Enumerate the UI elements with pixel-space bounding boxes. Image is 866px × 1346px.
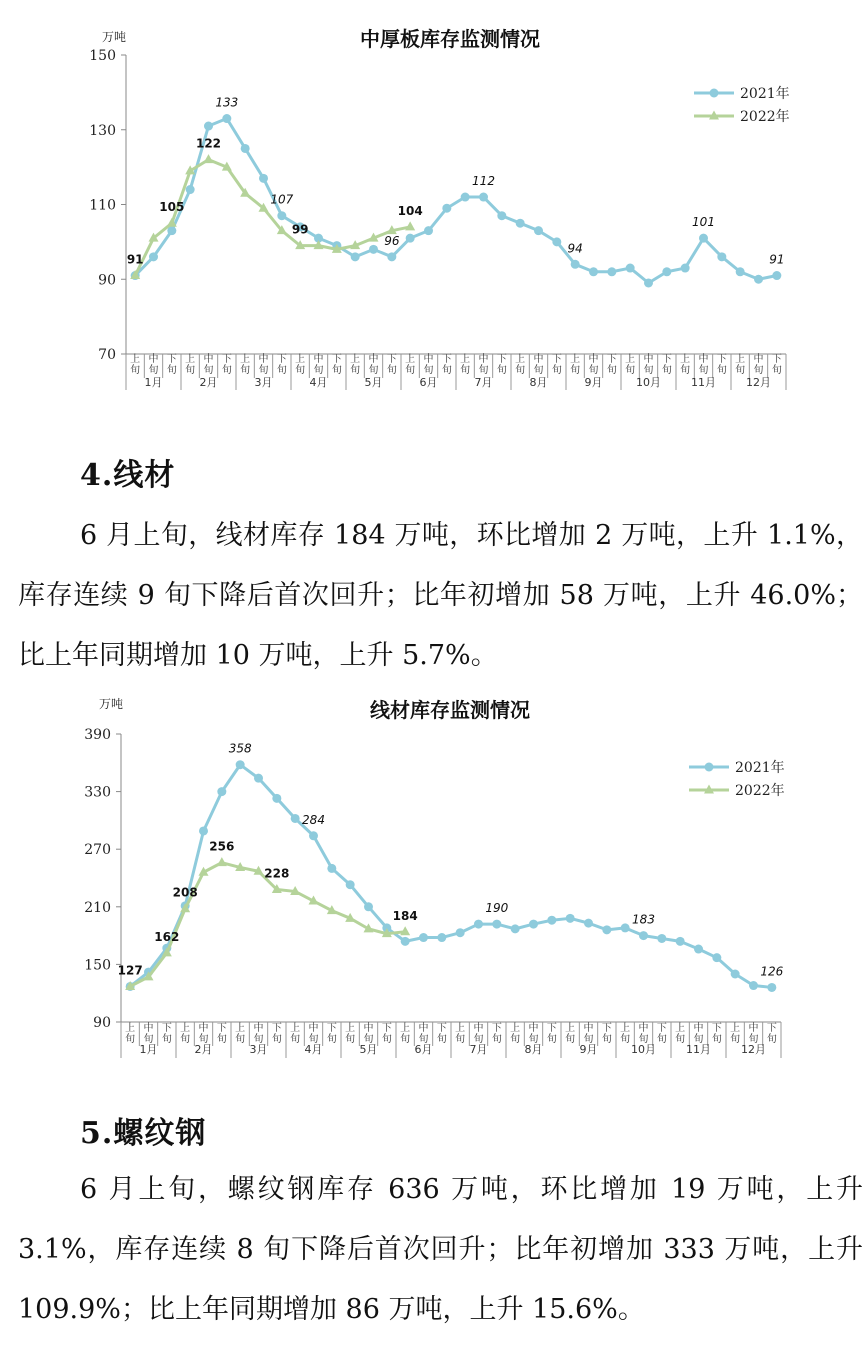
x-tick-label-top: 中 [363, 1023, 374, 1034]
series-point-2021 [277, 211, 286, 220]
x-tick-label-top: 上 [735, 354, 746, 365]
chart-title: 中厚板库存监测情况 [360, 27, 540, 51]
x-tick-label-top: 上 [240, 354, 251, 365]
series-point-2021 [406, 234, 415, 243]
x-tick-label-bottom: 旬 [166, 365, 177, 376]
month-label: 4月 [304, 1043, 323, 1056]
x-tick-label-top: 下 [551, 354, 562, 365]
x-tick-label-bottom: 旬 [331, 365, 342, 376]
series-point-2021 [442, 204, 451, 213]
x-tick-label-bottom: 旬 [386, 365, 397, 376]
x-tick-label-bottom: 旬 [735, 365, 746, 376]
x-tick-label-top: 中 [638, 1023, 649, 1034]
series-point-2021 [327, 864, 336, 873]
x-tick-label-top: 上 [455, 1023, 466, 1034]
x-tick-label-top: 下 [656, 1023, 667, 1034]
data-label: 96 [384, 233, 400, 248]
x-tick-label-bottom: 旬 [405, 365, 416, 376]
x-tick-label-bottom: 旬 [130, 365, 141, 376]
y-tick-label: 390 [84, 727, 111, 743]
x-tick-label-top: 下 [271, 1023, 282, 1034]
series-point-2021 [204, 122, 213, 131]
series-point-2021 [712, 953, 721, 962]
x-tick-label-top: 下 [496, 354, 507, 365]
data-label: 112 [472, 174, 495, 189]
x-tick-label-bottom: 旬 [148, 365, 159, 376]
x-tick-label-top: 上 [130, 354, 141, 365]
series-point-2021 [731, 970, 740, 979]
series-point-2021 [346, 880, 355, 889]
month-label: 7月 [469, 1043, 488, 1056]
month-label: 7月 [474, 376, 493, 389]
x-tick-label-bottom: 旬 [253, 1034, 264, 1045]
x-tick-label-bottom: 旬 [143, 1034, 154, 1045]
x-tick-label-top: 上 [185, 354, 196, 365]
series-point-2021 [387, 252, 396, 261]
plate-inventory-chart-svg [0, 0, 866, 400]
x-tick-label-bottom: 旬 [753, 365, 764, 376]
series-point-2021 [676, 937, 685, 946]
x-tick-label-top: 下 [601, 1023, 612, 1034]
month-label: 8月 [524, 1043, 543, 1056]
series-point-2021 [241, 144, 250, 153]
rebar-section-paragraph: 6 月上旬，螺纹钢库存 636 万吨，环比增加 19 万吨，上升 3.1%，库存连续 8 旬下降后首次回升；比年初增加 333 万吨，上升 109.9%；比上年同期增加 86 万吨，上升 15.6%。 [18, 1174, 863, 1325]
x-tick-label-bottom: 旬 [693, 1034, 704, 1045]
x-tick-label-top: 下 [386, 354, 397, 365]
data-label: 284 [302, 812, 325, 827]
x-tick-label-top: 中 [418, 1023, 429, 1034]
x-tick-label-bottom: 旬 [656, 1034, 667, 1045]
series-point-2021 [272, 794, 281, 803]
x-tick-label-top: 中 [308, 1023, 319, 1034]
series-point-2021 [419, 933, 428, 942]
data-label: 107 [270, 192, 294, 207]
chart-title: 线材库存监测情况 [370, 698, 530, 722]
x-tick-label-top: 下 [381, 1023, 392, 1034]
x-tick-label-bottom: 旬 [308, 1034, 319, 1045]
x-tick-label-top: 下 [166, 354, 177, 365]
x-tick-label-bottom: 旬 [418, 1034, 429, 1045]
x-tick-label-top: 中 [698, 354, 709, 365]
x-tick-label-bottom: 旬 [606, 365, 617, 376]
x-tick-label-top: 下 [716, 354, 727, 365]
x-tick-label-top: 上 [350, 354, 361, 365]
x-tick-label-top: 上 [565, 1023, 576, 1034]
data-label: 183 [632, 912, 655, 927]
x-tick-label-bottom: 旬 [345, 1034, 356, 1045]
series-point-2021 [772, 271, 781, 280]
series-point-2021 [584, 919, 593, 928]
x-tick-label-bottom: 旬 [515, 365, 526, 376]
series-point-2021 [552, 237, 561, 246]
x-tick-label-bottom: 旬 [276, 365, 287, 376]
x-tick-label-top: 上 [460, 354, 471, 365]
x-tick-label-top: 下 [331, 354, 342, 365]
legend-label: 2022年 [740, 109, 790, 125]
data-label: 91 [769, 252, 785, 267]
wire-section-heading: 4.线材 [80, 458, 176, 493]
wire-inventory-chart-svg [0, 690, 866, 1070]
x-tick-label-bottom: 旬 [771, 365, 782, 376]
legend-label: 2021年 [740, 86, 790, 102]
y-tick-label: 270 [84, 842, 111, 859]
series-point-2021 [401, 937, 410, 946]
x-tick-label-bottom: 旬 [290, 1034, 301, 1045]
y-tick-label: 330 [84, 784, 111, 801]
month-label: 3月 [249, 1043, 268, 1056]
data-label: 256 [209, 839, 235, 854]
x-tick-label-top: 中 [473, 1023, 484, 1034]
month-label: 5月 [359, 1043, 378, 1056]
x-tick-label-top: 中 [478, 354, 489, 365]
x-tick-label-top: 中 [198, 1023, 209, 1034]
wire-inventory-chart [0, 690, 866, 1070]
x-tick-label-top: 下 [711, 1023, 722, 1034]
series-point-2021 [492, 920, 501, 929]
x-tick-label-top: 下 [436, 1023, 447, 1034]
series-point-2021 [254, 774, 263, 783]
x-tick-label-top: 中 [423, 354, 434, 365]
x-tick-label-bottom: 旬 [271, 1034, 282, 1045]
x-tick-label-bottom: 旬 [460, 365, 471, 376]
data-label: 94 [567, 241, 583, 256]
x-tick-label-top: 中 [368, 354, 379, 365]
x-tick-label-bottom: 旬 [766, 1034, 777, 1045]
series-point-2022 [405, 221, 415, 230]
series-point-2021 [571, 260, 580, 269]
data-label: 228 [264, 866, 290, 881]
series-point-2021 [186, 185, 195, 194]
month-label: 5月 [364, 376, 383, 389]
x-tick-label-bottom: 旬 [125, 1034, 136, 1045]
series-point-2022 [217, 857, 227, 866]
x-tick-label-top: 中 [753, 354, 764, 365]
y-tick-label: 150 [89, 48, 116, 64]
x-tick-label-top: 中 [643, 354, 654, 365]
x-tick-label-bottom: 旬 [570, 365, 581, 376]
series-point-2021 [479, 193, 488, 202]
series-point-2021 [699, 234, 708, 243]
month-label: 2月 [194, 1043, 213, 1056]
month-label: 1月 [139, 1043, 158, 1056]
month-label: 4月 [309, 376, 328, 389]
series-point-2021 [291, 814, 300, 823]
x-tick-label-top: 上 [125, 1023, 136, 1034]
x-tick-label-top: 上 [510, 1023, 521, 1034]
x-tick-label-top: 中 [588, 354, 599, 365]
x-tick-label-top: 上 [675, 1023, 686, 1034]
y-tick-label: 90 [93, 1015, 111, 1031]
x-tick-label-bottom: 旬 [423, 365, 434, 376]
y-tick-label: 130 [89, 122, 116, 139]
series-point-2021 [717, 252, 726, 261]
x-tick-label-top: 中 [748, 1023, 759, 1034]
x-tick-label-top: 上 [235, 1023, 246, 1034]
series-point-2021 [259, 174, 268, 183]
series-point-2021 [534, 226, 543, 235]
x-tick-label-bottom: 旬 [473, 1034, 484, 1045]
x-tick-label-bottom: 旬 [698, 365, 709, 376]
legend-label: 2021年 [735, 760, 785, 776]
data-label: 91 [126, 252, 144, 267]
series-point-2021 [222, 114, 231, 123]
x-tick-label-top: 中 [143, 1023, 154, 1034]
month-label: 12月 [746, 376, 771, 389]
series-point-2021 [602, 925, 611, 934]
x-tick-label-top: 下 [771, 354, 782, 365]
month-label: 6月 [414, 1043, 433, 1056]
series-point-2021 [749, 981, 758, 990]
month-label: 11月 [686, 1043, 711, 1056]
x-tick-label-bottom: 旬 [583, 1034, 594, 1045]
series-point-2021 [424, 226, 433, 235]
x-tick-label-bottom: 旬 [221, 365, 232, 376]
legend-marker-circle [710, 89, 719, 98]
legend-label: 2022年 [735, 783, 785, 799]
x-tick-label-bottom: 旬 [381, 1034, 392, 1045]
y-tick-label: 110 [89, 197, 116, 214]
y-tick-label: 210 [84, 899, 111, 916]
x-tick-label-bottom: 旬 [436, 1034, 447, 1045]
x-tick-label-top: 中 [583, 1023, 594, 1034]
x-tick-label-top: 上 [620, 1023, 631, 1034]
data-label: 184 [392, 908, 418, 923]
series-point-2021 [621, 923, 630, 932]
series-point-2021 [456, 928, 465, 937]
x-tick-label-top: 下 [441, 354, 452, 365]
month-label: 11月 [691, 376, 716, 389]
data-label: 99 [291, 222, 309, 237]
rebar-section-heading: 5.螺纹钢 [80, 1116, 207, 1151]
x-tick-label-bottom: 旬 [730, 1034, 741, 1045]
x-tick-label-top: 上 [405, 354, 416, 365]
x-tick-label-top: 上 [625, 354, 636, 365]
x-tick-label-top: 下 [161, 1023, 172, 1034]
data-label: 101 [692, 215, 715, 230]
x-tick-label-top: 上 [400, 1023, 411, 1034]
x-tick-label-top: 中 [693, 1023, 704, 1034]
y-tick-label: 90 [98, 272, 116, 289]
x-tick-label-bottom: 旬 [203, 365, 214, 376]
x-tick-label-top: 下 [661, 354, 672, 365]
series-line-2021 [135, 119, 777, 283]
month-label: 12月 [741, 1043, 766, 1056]
series-point-2021 [639, 931, 648, 940]
x-tick-label-top: 下 [276, 354, 287, 365]
data-label: 190 [485, 901, 509, 916]
x-tick-label-top: 中 [148, 354, 159, 365]
series-point-2021 [657, 934, 666, 943]
x-tick-label-bottom: 旬 [661, 365, 672, 376]
data-label: 162 [154, 929, 180, 944]
x-tick-label-bottom: 旬 [496, 365, 507, 376]
series-point-2021 [607, 267, 616, 276]
x-tick-label-bottom: 旬 [180, 1034, 191, 1045]
month-label: 10月 [631, 1043, 656, 1056]
x-tick-label-bottom: 旬 [565, 1034, 576, 1045]
x-tick-label-top: 下 [766, 1023, 777, 1034]
x-tick-label-bottom: 旬 [235, 1034, 246, 1045]
data-label: 133 [215, 95, 239, 110]
x-tick-label-bottom: 旬 [546, 1034, 557, 1045]
x-tick-label-bottom: 旬 [216, 1034, 227, 1045]
data-label: 104 [397, 203, 423, 218]
series-point-2021 [736, 267, 745, 276]
month-label: 3月 [254, 376, 273, 389]
x-tick-label-top: 上 [295, 354, 306, 365]
series-point-2021 [566, 914, 575, 923]
x-tick-label-bottom: 旬 [368, 365, 379, 376]
x-tick-label-bottom: 旬 [326, 1034, 337, 1045]
data-label: 127 [117, 963, 143, 978]
series-point-2021 [511, 924, 520, 933]
x-tick-label-bottom: 旬 [551, 365, 562, 376]
x-tick-label-top: 上 [515, 354, 526, 365]
series-point-2021 [461, 193, 470, 202]
series-point-2021 [497, 211, 506, 220]
x-tick-label-bottom: 旬 [313, 365, 324, 376]
x-tick-label-top: 上 [180, 1023, 191, 1034]
plate-inventory-chart [0, 0, 866, 400]
series-point-2021 [547, 916, 556, 925]
y-tick-label: 150 [84, 957, 111, 974]
series-point-2021 [589, 267, 598, 276]
x-tick-label-top: 下 [491, 1023, 502, 1034]
y-axis-unit-label: 万吨 [101, 30, 127, 44]
series-point-2021 [767, 983, 776, 992]
month-label: 9月 [584, 376, 603, 389]
series-point-2021 [236, 760, 245, 769]
x-tick-label-bottom: 旬 [161, 1034, 172, 1045]
x-tick-label-bottom: 旬 [716, 365, 727, 376]
x-tick-label-bottom: 旬 [441, 365, 452, 376]
x-tick-label-bottom: 旬 [491, 1034, 502, 1045]
month-label: 1月 [144, 376, 163, 389]
x-tick-label-top: 中 [528, 1023, 539, 1034]
x-tick-label-bottom: 旬 [258, 365, 269, 376]
series-point-2021 [626, 264, 635, 273]
x-tick-label-top: 上 [345, 1023, 356, 1034]
legend-marker-circle [705, 763, 714, 772]
series-point-2021 [754, 275, 763, 284]
x-tick-label-bottom: 旬 [533, 365, 544, 376]
x-tick-label-bottom: 旬 [400, 1034, 411, 1045]
x-tick-label-top: 下 [326, 1023, 337, 1034]
series-point-2021 [662, 267, 671, 276]
x-tick-label-top: 中 [253, 1023, 264, 1034]
data-label: 208 [172, 885, 198, 900]
x-tick-label-top: 中 [258, 354, 269, 365]
x-tick-label-bottom: 旬 [510, 1034, 521, 1045]
x-tick-label-bottom: 旬 [625, 365, 636, 376]
x-tick-label-bottom: 旬 [455, 1034, 466, 1045]
x-tick-label-bottom: 旬 [638, 1034, 649, 1045]
series-point-2021 [364, 902, 373, 911]
x-tick-label-top: 上 [680, 354, 691, 365]
month-label: 9月 [579, 1043, 598, 1056]
month-label: 10月 [636, 376, 661, 389]
x-tick-label-top: 上 [730, 1023, 741, 1034]
series-point-2021 [529, 920, 538, 929]
x-tick-label-top: 下 [216, 1023, 227, 1034]
wire-section-paragraph: 6 月上旬，线材库存 184 万吨，环比增加 2 万吨，上升 1.1%，库存连续 9 旬下降后首次回升；比年初增加 58 万吨，上升 46.0%；比上年同期增加 10 万吨，上升 5.7%。 [18, 520, 863, 671]
x-tick-label-top: 上 [570, 354, 581, 365]
x-tick-label-bottom: 旬 [643, 365, 654, 376]
series-point-2021 [694, 945, 703, 954]
y-tick-label: 70 [98, 347, 116, 363]
data-label: 126 [760, 964, 784, 979]
x-tick-label-bottom: 旬 [363, 1034, 374, 1045]
x-tick-label-bottom: 旬 [478, 365, 489, 376]
x-tick-label-bottom: 旬 [185, 365, 196, 376]
month-label: 6月 [419, 376, 438, 389]
x-tick-label-bottom: 旬 [240, 365, 251, 376]
series-point-2021 [437, 933, 446, 942]
data-label: 358 [228, 741, 252, 756]
x-tick-label-top: 下 [221, 354, 232, 365]
series-point-2021 [199, 826, 208, 835]
series-point-2021 [217, 787, 226, 796]
x-tick-label-bottom: 旬 [620, 1034, 631, 1045]
series-point-2021 [149, 252, 158, 261]
series-line-2022 [130, 863, 405, 987]
series-point-2021 [351, 252, 360, 261]
series-point-2021 [474, 920, 483, 929]
series-point-2021 [681, 264, 690, 273]
series-point-2021 [309, 831, 318, 840]
series-point-2022 [204, 154, 214, 163]
x-tick-label-bottom: 旬 [748, 1034, 759, 1045]
series-point-2021 [516, 219, 525, 228]
x-tick-label-top: 下 [606, 354, 617, 365]
x-tick-label-bottom: 旬 [601, 1034, 612, 1045]
x-tick-label-bottom: 旬 [680, 365, 691, 376]
month-label: 8月 [529, 376, 548, 389]
x-tick-label-top: 中 [203, 354, 214, 365]
x-tick-label-bottom: 旬 [711, 1034, 722, 1045]
series-line-2021 [130, 765, 772, 988]
series-point-2021 [369, 245, 378, 254]
data-label: 105 [159, 200, 185, 215]
x-tick-label-top: 中 [533, 354, 544, 365]
x-tick-label-bottom: 旬 [198, 1034, 209, 1045]
x-tick-label-bottom: 旬 [588, 365, 599, 376]
x-tick-label-bottom: 旬 [528, 1034, 539, 1045]
series-point-2021 [644, 278, 653, 287]
month-label: 2月 [199, 376, 218, 389]
x-tick-label-bottom: 旬 [350, 365, 361, 376]
x-tick-label-top: 中 [313, 354, 324, 365]
data-label: 122 [195, 136, 222, 151]
x-tick-label-bottom: 旬 [675, 1034, 686, 1045]
x-tick-label-bottom: 旬 [295, 365, 306, 376]
y-axis-unit-label: 万吨 [98, 697, 124, 711]
x-tick-label-top: 上 [290, 1023, 301, 1034]
x-tick-label-top: 下 [546, 1023, 557, 1034]
